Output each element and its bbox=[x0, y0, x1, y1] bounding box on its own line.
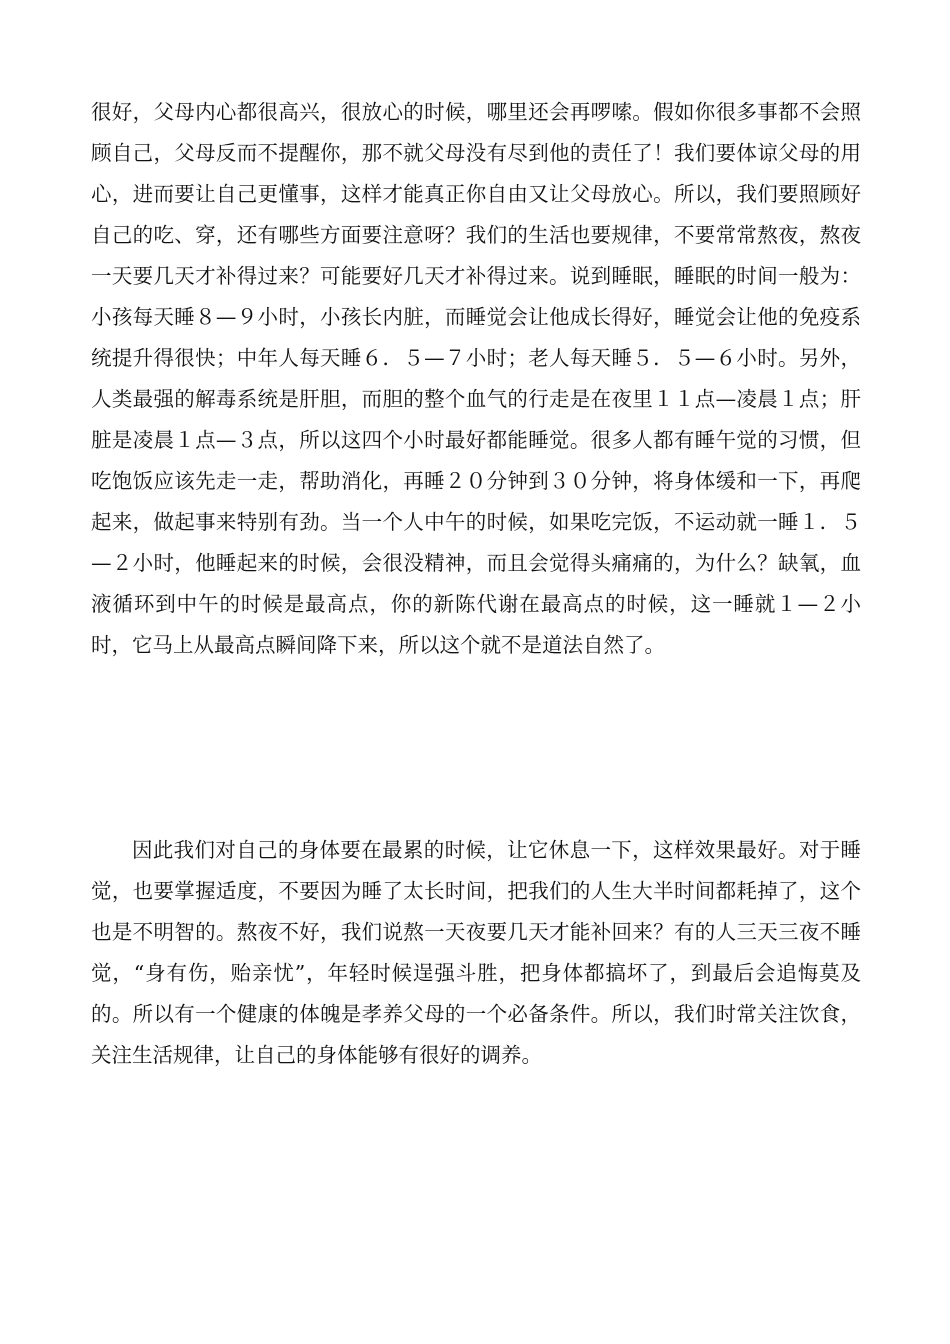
paragraph-sleep-advice: 很好，父母内心都很高兴，很放心的时候，哪里还会再啰嗦。假如你很多事都不会照顾自己，父母反而不提醒你，那不就父母没有尽到他的责任了！我们要体谅父母的用心，进而要让自己更懂事，这样才能真正你自由又让父母放心。所以，我们要照顾好自己的吃、穿，还有哪些方面要注意呀？我们的生活也要规律，不要常常熬夜，熬夜一天要几天才补得过来？可能要好几天才补得过来。说到睡眠，睡眠的时间一般为：小孩每天睡８—９小时，小孩长内脏，而睡觉会让他成长得好，睡觉会让他的免疫系统提升得很快；中年人每天睡６．５—７小时；老人每天睡５．５—６小时。另外，人类最强的解毒系统是肝胆，而胆的整个血气的行走是在夜里１１点—凌晨１点；肝脏是凌晨１点—３点，所以这四个小时最好都能睡觉。很多人都有睡午觉的习惯，但吃饱饭应该先走一走，帮助消化，再睡２０分钟到３０分钟，将身体缓和一下，再爬起来，做起事来特别有劲。当一个人中午的时候，如果吃完饭，不运动就一睡１．５—２小时，他睡起来的时候，会很没精神，而且会觉得头痛痛的，为什么？缺氧，血液循环到中午的时候是最高点，你的新陈代谢在最高点的时候，这一睡就１—２小时，它马上从最高点瞬间降下来，所以这个就不是道法自然了。 bbox=[91, 100, 861, 657]
paragraph-rest-conclusion: 因此我们对自己的身体要在最累的时候，让它休息一下，这样效果最好。对于睡觉，也要掌握适度，不要因为睡了太长时间，把我们的人生大半时间都耗掉了，这个也是不明智的。熬夜不好，我们说熬一天夜要几天才能补回来？有的人三天三夜不睡觉，“身有伤，贻亲忧”，年轻时候逞强斗胜，把身体都搞坏了，到最后会追悔莫及的。所以有一个健康的体魄是孝养父母的一个必备条件。所以，我们时常关注饮食，关注生活规律，让自己的身体能够有很好的调养。 bbox=[91, 838, 861, 1067]
